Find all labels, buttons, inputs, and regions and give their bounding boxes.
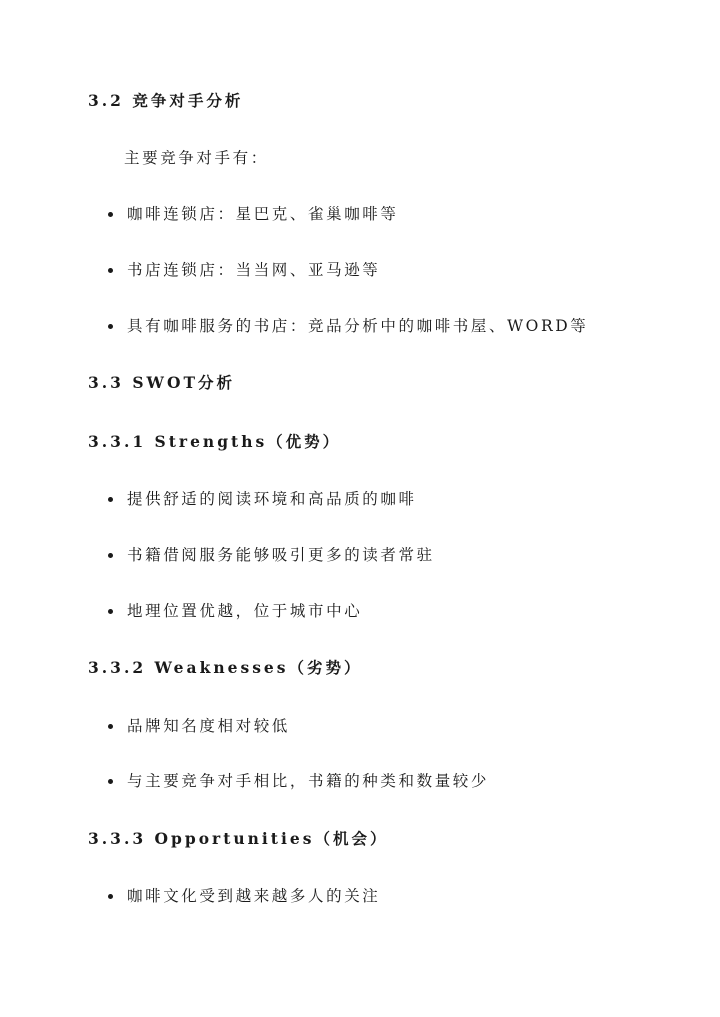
list-item <box>108 311 720 341</box>
bullet-icon <box>108 553 113 558</box>
list-item-text: 书店连锁店：当当网、亚马逊等 <box>127 261 381 279</box>
section-heading-strengths: 3.3.1 Strengths（优势） <box>88 432 342 451</box>
list-item-text: 地理位置优越，位于城市中心 <box>127 602 363 620</box>
list-item-text: 与主要竞争对手相比，书籍的种类和数量较少 <box>127 772 490 790</box>
list-item <box>108 540 720 570</box>
list-item <box>108 711 720 741</box>
list-item-text: 咖啡文化受到越来越多人的关注 <box>127 887 381 905</box>
section-heading-weaknesses: 3.3.2 Weaknesses（劣势） <box>88 658 363 677</box>
bullet-icon <box>108 609 113 614</box>
competitors-intro: 主要竞争对手有： <box>124 149 269 167</box>
list-item-text: 咖啡连锁店：星巴克、雀巢咖啡等 <box>127 205 399 223</box>
list-item <box>108 596 720 626</box>
section-heading-swot: 3.3 SWOT分析 <box>88 373 235 392</box>
list-item <box>108 766 720 796</box>
list-item <box>108 199 720 229</box>
bullet-icon <box>108 894 113 899</box>
bullet-icon <box>108 324 113 329</box>
list-item-text: 具有咖啡服务的书店：竞品分析中的咖啡书屋、WORD等 <box>127 317 589 335</box>
list-item-text: 书籍借阅服务能够吸引更多的读者常驻 <box>127 546 435 564</box>
list-item-text: 品牌知名度相对较低 <box>127 717 290 735</box>
list-item <box>108 484 720 514</box>
bullet-icon <box>108 268 113 273</box>
bullet-icon <box>108 724 113 729</box>
section-heading-competitors: 3.2 竞争对手分析 <box>88 91 244 110</box>
bullet-icon <box>108 212 113 217</box>
bullet-icon <box>108 779 113 784</box>
bullet-icon <box>108 497 113 502</box>
list-item <box>108 881 720 911</box>
list-item <box>108 255 720 285</box>
list-item-text: 提供舒适的阅读环境和高品质的咖啡 <box>127 490 417 508</box>
section-heading-opportunities: 3.3.3 Opportunities（机会） <box>88 829 389 848</box>
